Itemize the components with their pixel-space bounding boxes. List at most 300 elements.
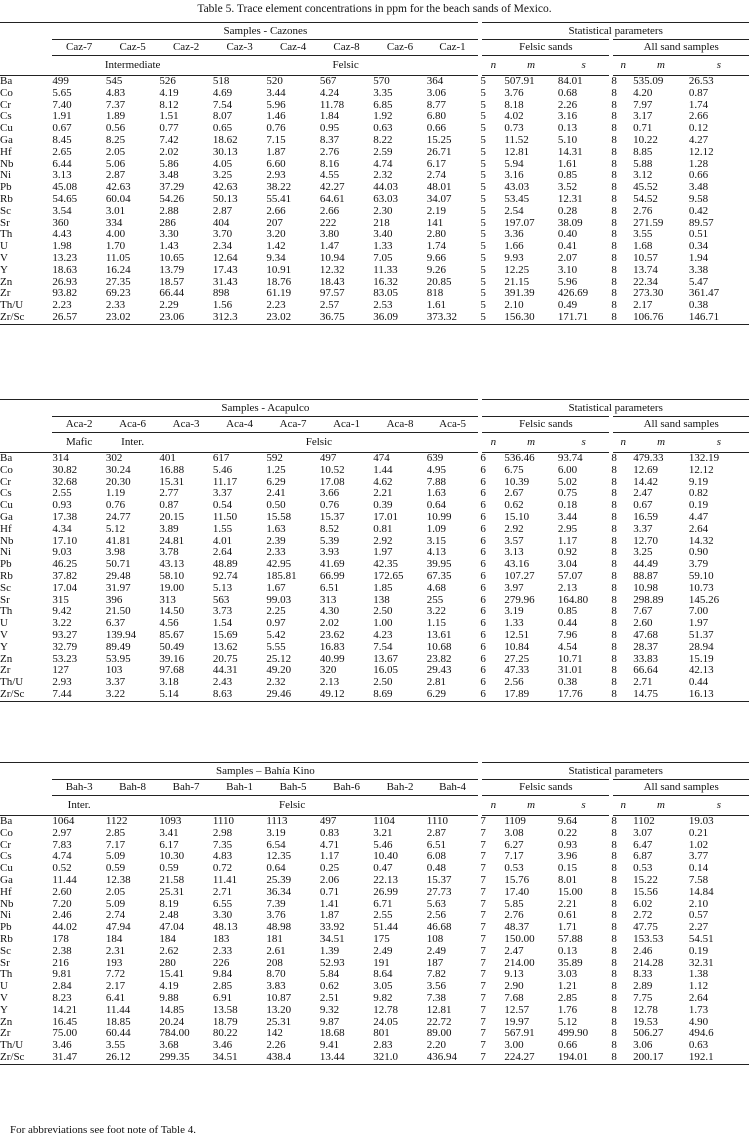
stat-value: 6 [480, 500, 486, 512]
sample-value: 13.20 [266, 1004, 292, 1016]
sample-value: 3.56 [426, 981, 447, 993]
stat-value: 0.85 [557, 170, 578, 182]
sample-value: 3.46 [52, 1040, 72, 1052]
stat-value: 8.85 [633, 146, 653, 158]
element-label: Cr [0, 839, 11, 851]
sample-value: 18.79 [212, 1016, 238, 1028]
element-label: Ba [0, 452, 13, 464]
sample-value: 44.31 [212, 665, 238, 677]
stat-value: 4.90 [688, 1016, 709, 1028]
sample-value: 7.20 [52, 898, 72, 910]
sample-value: 9.87 [319, 1016, 340, 1028]
sample-value: 7.82 [426, 969, 447, 981]
sample-value: 23.82 [426, 653, 452, 665]
sample-value: 21.50 [105, 606, 131, 618]
stat-value: 8 [611, 981, 617, 993]
sample-value: 3.80 [319, 229, 340, 241]
stat-value: 8 [611, 193, 617, 205]
stat-value: 10.84 [504, 641, 530, 653]
corner-cell [0, 796, 52, 816]
sample-value: 4.71 [319, 839, 340, 851]
stat-value: 10.39 [504, 476, 530, 488]
sample-value: 4.19 [159, 87, 179, 99]
element-label: Th [0, 606, 13, 618]
sample-value: 364 [426, 75, 444, 87]
stat-value: 7 [480, 992, 486, 1004]
sample-value: 0.25 [319, 863, 340, 875]
table-block [0, 399, 749, 702]
stat-value: 3.55 [633, 229, 653, 241]
sample-value: 8.37 [319, 134, 340, 146]
element-label: Pb [0, 922, 12, 934]
sample-value: 6.41 [105, 992, 126, 1004]
stat-value: 7 [480, 969, 486, 981]
element-label: Th/U [0, 677, 24, 689]
stat-value: 7.97 [633, 99, 653, 111]
stat-value: 3.04 [557, 559, 578, 571]
stat-value: 5.96 [557, 276, 578, 288]
table-block [0, 762, 749, 1065]
stat-value: 5 [480, 170, 486, 182]
sample-value: 18.68 [319, 1028, 345, 1040]
sample-value: 53.95 [105, 653, 131, 665]
sample-value: 2.93 [266, 170, 286, 182]
sample-id-header: Aca-1 [320, 417, 373, 433]
sample-value: 93.82 [52, 288, 78, 300]
stat-value: 8 [611, 922, 617, 934]
sample-value: 30.82 [52, 464, 78, 476]
sample-value: 55.41 [266, 193, 292, 205]
table-row [0, 828, 749, 840]
stat-value: 1.73 [688, 1004, 709, 1016]
stat-value: 28.37 [633, 641, 658, 653]
stat-value: 5.85 [504, 898, 524, 910]
stat-value: 7 [480, 1016, 486, 1028]
sample-value: 3.37 [105, 677, 126, 689]
stat-value: 9.64 [557, 815, 578, 827]
element-label: Cs [0, 851, 12, 863]
table-row [0, 524, 749, 536]
sample-value: 26.57 [52, 312, 105, 324]
element-label: Th/U [0, 300, 24, 312]
sample-value: 3.89 [159, 523, 179, 535]
sample-value: 2.93 [52, 677, 72, 689]
sample-value: 7.15 [266, 134, 286, 146]
table-row [0, 265, 749, 277]
stat-value: 2.72 [633, 910, 653, 922]
sample-value: 1.91 [52, 111, 72, 123]
stat-value: 57.07 [557, 570, 583, 582]
stat-value: 5 [480, 99, 486, 111]
stat-value: 8 [611, 75, 617, 87]
stat-value: 3.10 [557, 264, 578, 276]
stat-value: 0.14 [688, 863, 709, 875]
stat-value: 0.19 [688, 500, 709, 512]
sample-value: 1093 [159, 815, 182, 827]
sample-value: 41.69 [319, 559, 345, 571]
stat-value: 6 [480, 511, 486, 523]
sample-value: 7.72 [105, 969, 126, 981]
table-row [0, 981, 749, 993]
sample-value: 44.03 [373, 182, 399, 194]
stat-col-n: n [611, 796, 633, 816]
stat-value: 2.90 [504, 981, 524, 993]
sample-value: 2.23 [266, 300, 286, 312]
sample-value: 226 [212, 957, 230, 969]
stat-value: 43.16 [504, 559, 530, 571]
sample-value: 0.83 [319, 827, 340, 839]
stat-value: 8 [611, 217, 617, 229]
stat-value: 536.46 [504, 452, 535, 464]
stat-value: 5.47 [688, 276, 709, 288]
sample-value: 207 [266, 217, 283, 229]
stat-value: 2.85 [557, 992, 578, 1004]
table-row [0, 512, 749, 524]
element-label: Cu [0, 500, 13, 512]
table-row [0, 851, 749, 863]
stat-value: 19.53 [633, 1016, 658, 1028]
sample-value: 2.66 [319, 205, 340, 217]
element-label: Zn [0, 1016, 13, 1028]
stat-value: 15.76 [504, 874, 530, 886]
sample-value: 2.20 [426, 1040, 447, 1052]
stat-value: 5 [480, 312, 504, 324]
stat-value: 8 [611, 863, 617, 875]
sample-value: 801 [373, 1028, 390, 1040]
stat-value: 197.07 [504, 217, 535, 229]
sample-value: 6.44 [52, 158, 72, 170]
stat-value: 7 [480, 863, 486, 875]
sample-value: 1.98 [52, 241, 72, 253]
rock-group-label: Mafic [52, 433, 105, 453]
stat-value: 7.58 [688, 874, 709, 886]
sample-value: 22.13 [373, 874, 399, 886]
table-row [0, 583, 749, 595]
stat-value: 0.42 [688, 205, 709, 217]
stat-value: 8 [611, 511, 617, 523]
sample-value: 2.64 [212, 547, 233, 559]
sample-value: 784.00 [159, 1028, 190, 1040]
stat-value: 45.52 [633, 182, 658, 194]
stat-value: 8 [611, 957, 617, 969]
stat-value: 7.75 [633, 992, 653, 1004]
sample-id-header: Caz-3 [213, 40, 266, 56]
sample-value: 31.97 [105, 582, 131, 594]
sample-value: 6.37 [105, 618, 126, 630]
sample-value: 17.04 [52, 582, 78, 594]
sample-value: 47.94 [105, 922, 131, 934]
sample-value: 1.63 [266, 523, 286, 535]
sample-value: 89.49 [105, 641, 131, 653]
stat-value: 6 [480, 689, 504, 701]
sample-value: 5.42 [266, 629, 286, 641]
stat-value: 8 [611, 677, 617, 689]
sample-value: 1.63 [426, 488, 447, 500]
stat-value: 17.76 [558, 689, 611, 701]
table-row [0, 194, 749, 206]
stat-value: 9.58 [688, 193, 709, 205]
stat-value: 7 [480, 1028, 486, 1040]
table-row [0, 887, 749, 899]
stat-value: 8.01 [557, 874, 578, 886]
samples-header: Samples – Bahía Kino [52, 763, 480, 780]
sample-value: 22.72 [426, 1016, 452, 1028]
stat-value: 271.59 [633, 217, 664, 229]
stat-value: 2.64 [688, 992, 709, 1004]
sample-value: 25.39 [266, 874, 292, 886]
stat-value: 15.19 [688, 653, 714, 665]
stat-value: 7 [480, 922, 486, 934]
sample-value: 8.07 [212, 111, 233, 123]
sample-value: 24.77 [105, 511, 131, 523]
sample-value: 2.87 [426, 827, 447, 839]
sample-value: 2.32 [373, 170, 393, 182]
stat-value: 8.18 [504, 99, 524, 111]
stat-value: 2.56 [504, 677, 524, 689]
sample-value: 218 [373, 217, 390, 229]
stat-value: 8 [611, 205, 617, 217]
sample-value: 1.89 [105, 111, 126, 123]
sample-value: 1.56 [212, 300, 233, 312]
sample-value: 2.34 [212, 241, 233, 253]
sample-value: 5.84 [319, 969, 340, 981]
stat-value: 5 [480, 193, 486, 205]
sample-value: 50.71 [105, 559, 131, 571]
stat-value: 9.19 [688, 476, 709, 488]
felsic-sands-header: Felsic sands [480, 417, 611, 433]
stat-value: 6.00 [557, 464, 578, 476]
stat-value: 19.03 [688, 815, 714, 827]
stat-value: 5 [480, 182, 486, 194]
sample-value: 3.30 [159, 229, 179, 241]
sample-value: 6.29 [266, 476, 286, 488]
stat-value: 298.89 [633, 594, 664, 606]
stat-header: Statistical parameters [480, 23, 749, 40]
sample-value: 27.73 [426, 886, 452, 898]
stat-value: 15.56 [633, 886, 658, 898]
element-label: Zn [0, 653, 13, 665]
sample-value: 2.33 [105, 300, 126, 312]
sample-value: 2.13 [319, 677, 340, 689]
sample-value: 54.65 [52, 193, 78, 205]
sample-value: 0.66 [426, 123, 447, 135]
stat-value: 1.74 [688, 99, 709, 111]
element-label: Ga [0, 134, 13, 146]
sample-value: 33.92 [319, 922, 345, 934]
stat-value: 12.12 [688, 146, 714, 158]
stat-col-n: n [480, 56, 504, 76]
element-label: Cs [0, 111, 12, 123]
stat-value: 21.15 [504, 276, 530, 288]
stat-value: 0.66 [557, 1040, 578, 1052]
stat-value: 14.42 [633, 476, 658, 488]
sample-value: 11.44 [105, 1004, 131, 1016]
sample-value: 2.31 [105, 945, 126, 957]
sample-value: 499 [52, 75, 69, 87]
sample-value: 10.65 [159, 252, 185, 264]
sample-value: 1.87 [266, 146, 286, 158]
stat-value: 3.36 [504, 229, 524, 241]
sample-value: 17.01 [373, 511, 399, 523]
stat-value: 145.26 [688, 594, 720, 606]
sample-value: 2.38 [52, 945, 72, 957]
sample-value: 0.64 [426, 500, 447, 512]
sample-value: 7.54 [373, 641, 393, 653]
stat-value: 5 [480, 300, 486, 312]
stat-value: 88.87 [633, 570, 658, 582]
element-label: U [0, 618, 8, 630]
stat-value: 22.34 [633, 276, 658, 288]
sample-value: 11.44 [52, 874, 77, 886]
stat-value: 171.71 [558, 312, 611, 324]
sample-id-header: Bah-4 [427, 780, 481, 796]
element-label: Sr [0, 594, 10, 606]
stat-value: 1.66 [504, 241, 524, 253]
stat-value: 14.31 [557, 146, 583, 158]
sample-value: 5.13 [212, 582, 233, 594]
sample-value: 3.73 [212, 606, 233, 618]
sample-value: 3.35 [373, 87, 393, 99]
stat-value: 3.97 [504, 582, 524, 594]
stat-value: 1109 [504, 815, 526, 827]
sample-value: 0.87 [159, 500, 179, 512]
element-label: Cu [0, 123, 13, 135]
sample-value: 5.63 [426, 898, 447, 910]
stat-value: 3.79 [688, 559, 709, 571]
table-row [0, 218, 749, 230]
sample-value: 6.71 [373, 898, 393, 910]
element-label: Co [0, 464, 13, 476]
sample-value: 208 [266, 957, 283, 969]
sample-value: 7.42 [159, 134, 179, 146]
sample-value: 2.21 [373, 488, 393, 500]
sample-value: 17.10 [52, 535, 78, 547]
sample-value: 15.69 [212, 629, 238, 641]
sample-value: 8.25 [105, 134, 126, 146]
stat-value: 12.78 [633, 1004, 658, 1016]
sample-value: 48.98 [266, 922, 292, 934]
sample-value: 17.08 [319, 476, 345, 488]
sample-value: 26.12 [106, 1052, 159, 1064]
sample-value: 11.78 [319, 99, 345, 111]
stat-col-m: m [504, 796, 557, 816]
table-row [0, 677, 749, 689]
element-label: Ni [0, 547, 11, 559]
stat-value: 44.49 [633, 559, 658, 571]
table-row [0, 863, 749, 875]
stat-value: 5.94 [504, 158, 524, 170]
sample-value: 53.23 [52, 653, 78, 665]
stat-value: 2.54 [504, 205, 524, 217]
sample-value: 1.43 [159, 241, 179, 253]
sample-value: 1.87 [319, 910, 340, 922]
stat-value: 3.16 [557, 111, 578, 123]
stat-value: 15.10 [504, 511, 530, 523]
sample-value: 818 [426, 288, 444, 300]
sample-value: 2.98 [212, 827, 233, 839]
stat-value: 89.57 [688, 217, 714, 229]
rock-group-label: Intermediate [52, 56, 212, 76]
stat-value: 2.10 [504, 300, 524, 312]
sample-value: 6.51 [426, 839, 447, 851]
element-label: Ga [0, 874, 13, 886]
sample-value: 302 [105, 452, 123, 464]
stat-value: 1.97 [688, 618, 709, 630]
sample-value: 36.34 [266, 886, 292, 898]
stat-value: 8 [611, 827, 617, 839]
stat-value: 32.31 [688, 957, 714, 969]
sample-value: 4.13 [426, 547, 447, 559]
stat-col-s: s [558, 56, 611, 76]
sample-value: 1.41 [319, 898, 340, 910]
sample-value: 89.00 [426, 1028, 452, 1040]
element-label: Th [0, 229, 13, 241]
data-table [0, 399, 749, 702]
stat-value: 8 [611, 689, 633, 701]
table-row [0, 147, 749, 159]
stat-value: 8 [611, 641, 617, 653]
sample-value: 1.92 [373, 111, 393, 123]
stat-value: 6 [480, 464, 486, 476]
sample-value: 5.14 [159, 689, 212, 701]
stat-value: 8 [611, 933, 617, 945]
stat-value: 507.91 [504, 75, 535, 87]
stat-value: 0.87 [688, 87, 709, 99]
sample-value: 15.37 [319, 511, 345, 523]
stat-value: 8 [611, 969, 617, 981]
stat-value: 6 [480, 547, 486, 559]
sample-value: 4.83 [212, 851, 233, 863]
element-label: Nb [0, 158, 14, 170]
stat-value: 0.21 [688, 827, 709, 839]
samples-header: Samples - Cazones [52, 23, 480, 40]
sample-value: 0.77 [159, 123, 179, 135]
stat-value: 0.85 [557, 606, 578, 618]
stat-value: 107.27 [504, 570, 535, 582]
stat-value: 7 [480, 839, 486, 851]
sample-value: 8.70 [266, 969, 286, 981]
stat-value: 5 [480, 146, 486, 158]
sample-value: 9.42 [52, 606, 72, 618]
stat-value: 1.28 [688, 158, 709, 170]
stat-value: 279.96 [504, 594, 535, 606]
stat-col-s: s [558, 433, 611, 453]
stat-value: 0.13 [557, 945, 578, 957]
sample-value: 320 [319, 665, 337, 677]
sample-value: 4.69 [212, 87, 233, 99]
stat-value: 535.09 [633, 75, 664, 87]
sample-value: 7.38 [426, 992, 447, 1004]
stat-header: Statistical parameters [480, 400, 749, 417]
sample-value: 7.37 [105, 99, 126, 111]
sample-value: 45.08 [52, 182, 78, 194]
sample-id-header: Bah-6 [320, 780, 373, 796]
sample-value: 99.03 [266, 594, 292, 606]
sample-value: 42.63 [212, 182, 238, 194]
sample-value: 29.43 [426, 665, 452, 677]
sample-value: 25.31 [266, 1016, 292, 1028]
stat-value: 12.57 [504, 1004, 530, 1016]
table-row [0, 969, 749, 981]
sample-value: 138 [373, 594, 390, 606]
sample-value: 24.81 [159, 535, 185, 547]
sample-value: 570 [373, 75, 390, 87]
sample-value: 5.46 [212, 464, 233, 476]
stat-value: 8 [611, 570, 617, 582]
sample-value: 93.27 [52, 629, 78, 641]
stat-value: 0.51 [688, 229, 709, 241]
sample-value: 29.46 [266, 689, 319, 701]
